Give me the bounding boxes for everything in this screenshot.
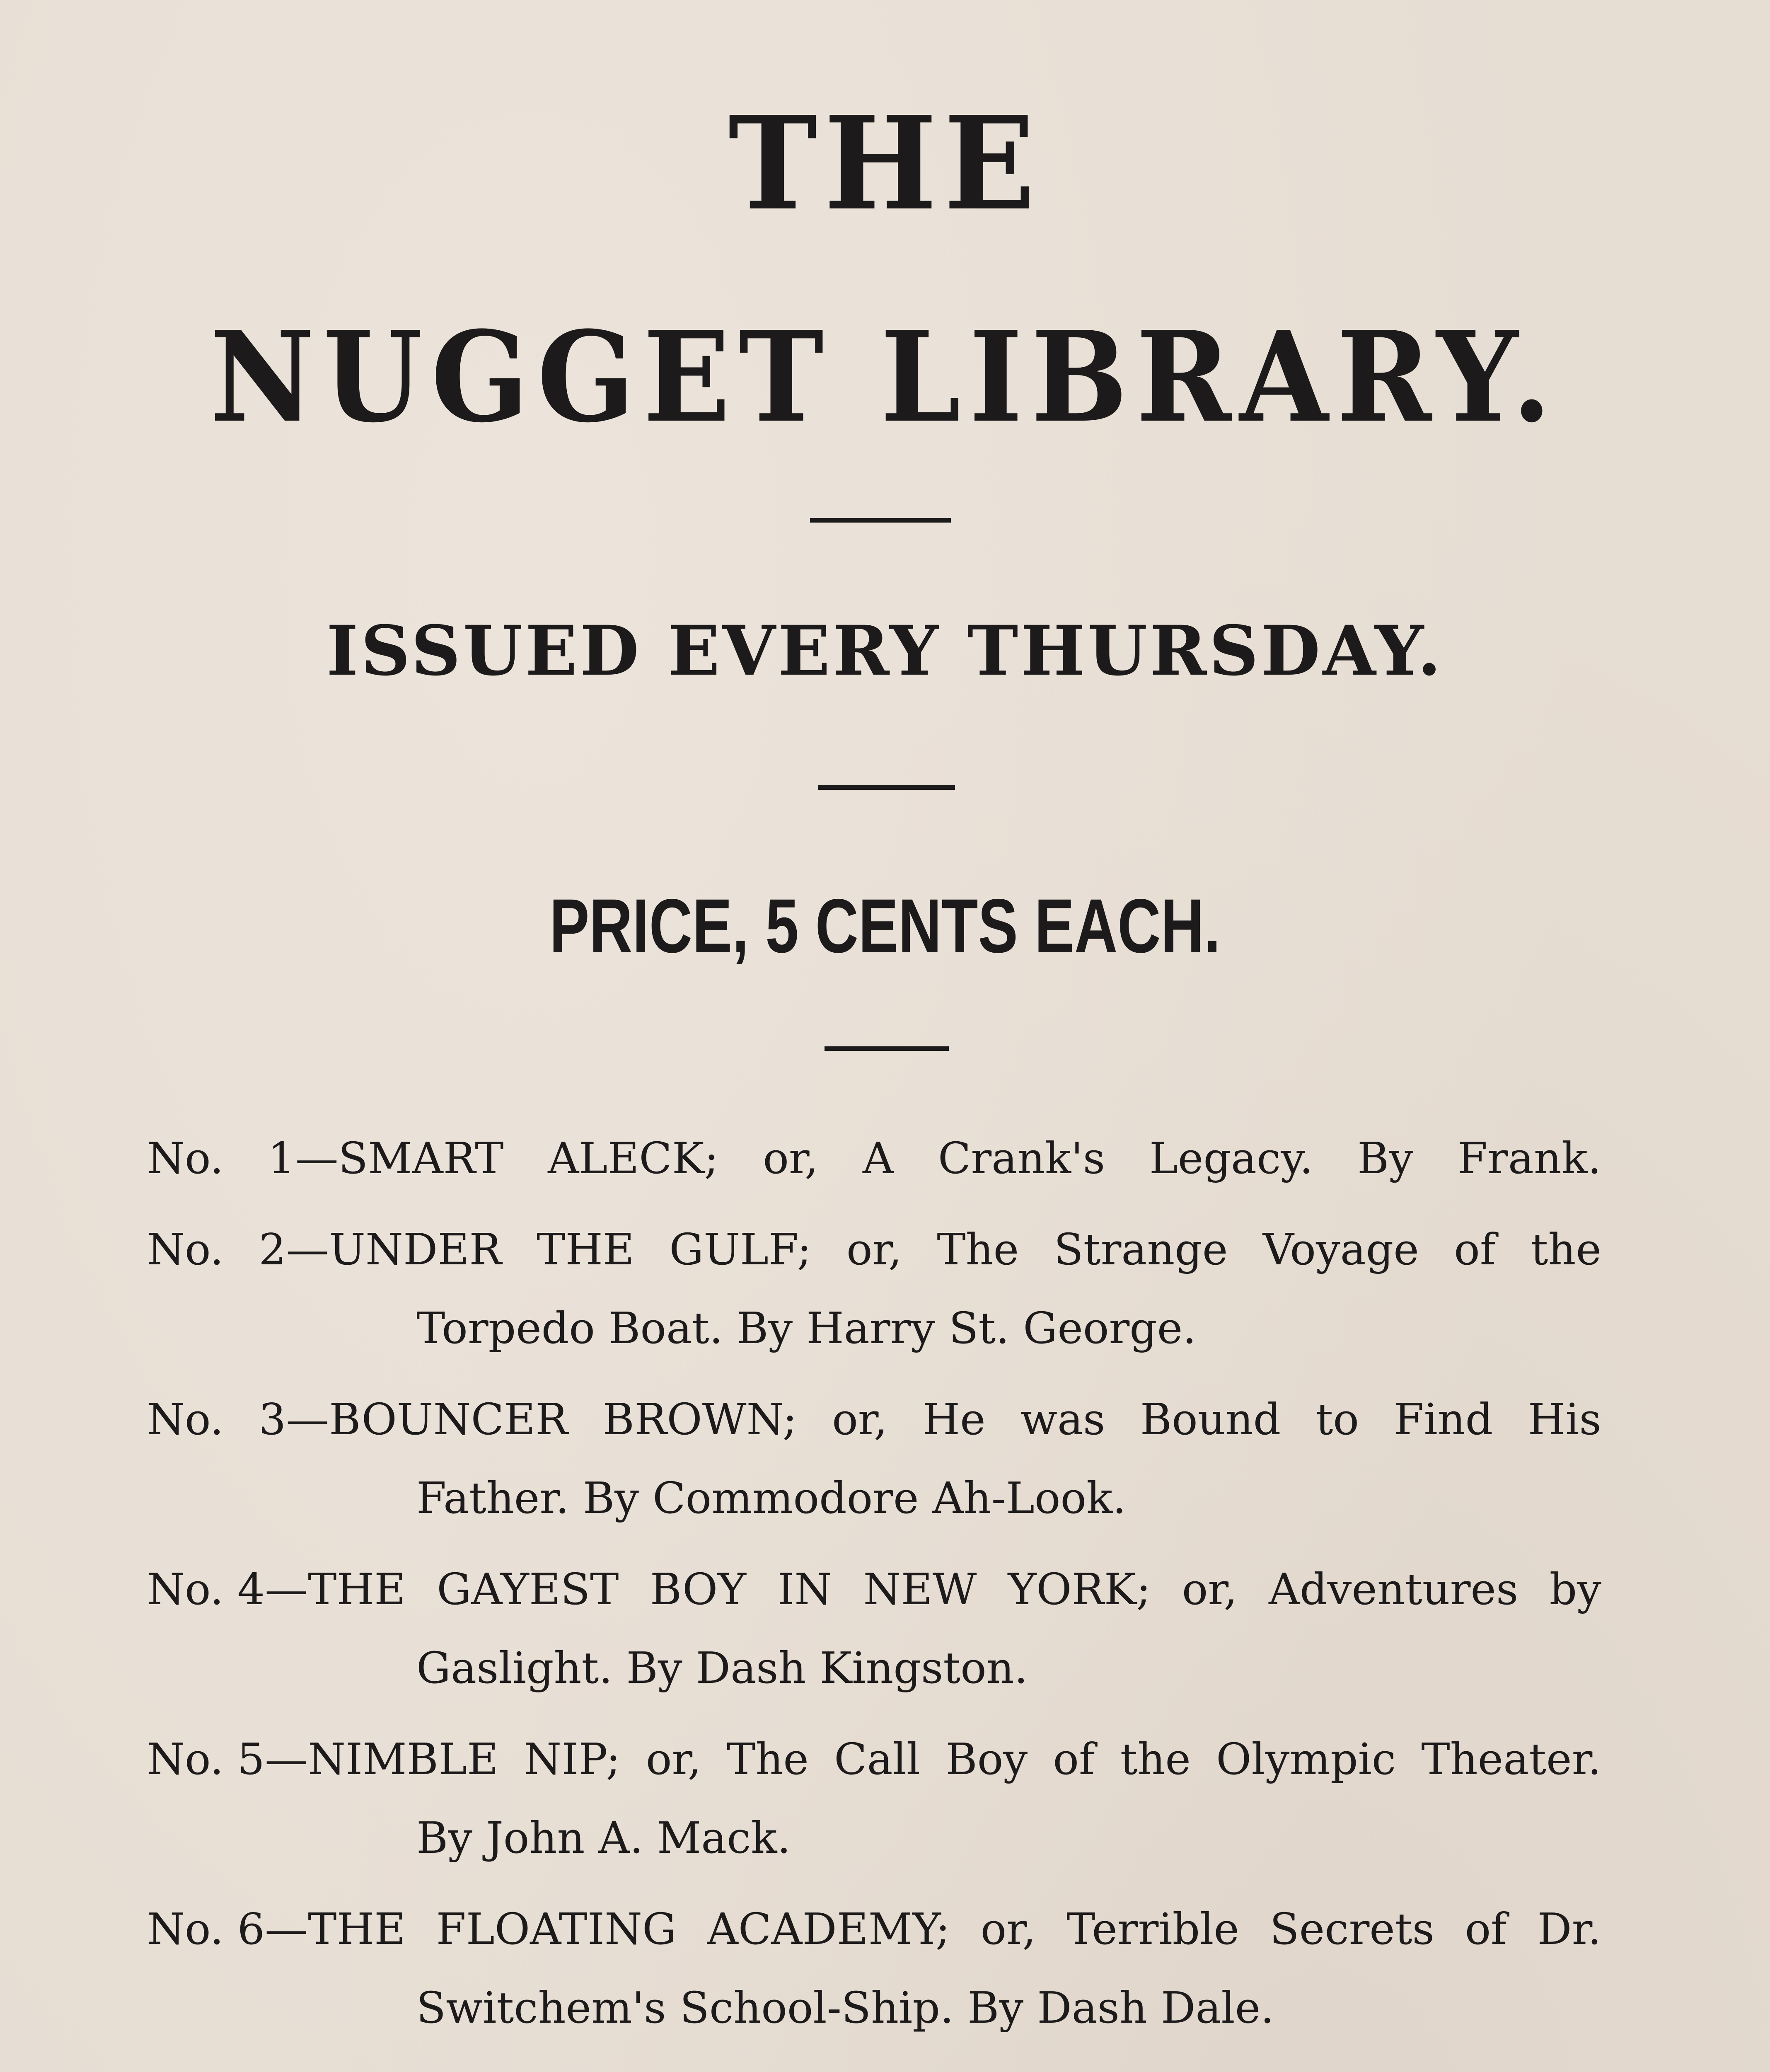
list-item-word: of: [1053, 1734, 1095, 1784]
list-item-word: His: [1528, 1394, 1601, 1445]
list-item-word: Boy: [945, 1734, 1028, 1784]
list-item-word: was: [1020, 1394, 1105, 1445]
list-item-word: No.: [147, 1133, 224, 1184]
list-item-word: GULF;: [669, 1224, 812, 1275]
list-item-title-line: [147, 1890, 1601, 1968]
list-item-word: [435, 2060, 665, 2072]
list-item-word: No. 5—NIMBLE: [147, 1734, 499, 1784]
list-item-word: Legacy.: [1149, 1133, 1313, 1184]
list-item-word: A: [863, 1133, 894, 1184]
list-item-word: ACADEMY;: [707, 1904, 950, 1954]
list-item-word: Frank.: [1457, 1133, 1601, 1184]
list-item-word: Voyage: [1262, 1224, 1419, 1275]
list-item-word: [1265, 2060, 1358, 2072]
list-item-word: or,: [763, 1133, 819, 1184]
list-item-title-line: [147, 1380, 1601, 1459]
list-item-word: or,: [1182, 1564, 1238, 1615]
list-item-word: BOY: [650, 1564, 746, 1615]
list-item-word: The: [937, 1224, 1019, 1275]
list-item-word: Strange: [1054, 1224, 1228, 1275]
list-item-author-line: Switchem's School-Ship. By Dash Dale.: [416, 1982, 1274, 2033]
list-item: [147, 2060, 1601, 2072]
list-item-word: of: [1465, 1904, 1507, 1954]
list-item-word: to: [1315, 1394, 1359, 1445]
list-item-title-line: [147, 2060, 1601, 2072]
list-item-word: Dr.: [1537, 1904, 1601, 1954]
list-item-word: or,: [980, 1904, 1036, 1954]
list-item-word: Terrible: [1066, 1904, 1239, 1954]
title-the: THE: [728, 88, 1042, 239]
list-item-word: 1—SMART: [268, 1133, 504, 1184]
list-item-word: Theater.: [1421, 1734, 1601, 1784]
list-item-word: Find: [1394, 1394, 1493, 1445]
list-item-author-line: By John A. Mack.: [416, 1813, 791, 1863]
list-item-word: Call: [834, 1734, 921, 1784]
list-item-word: or,: [646, 1734, 701, 1784]
list-item-word: No.: [147, 1394, 224, 1445]
list-item-word: [962, 2060, 1025, 2072]
list-item-word: THE: [536, 1224, 634, 1275]
list-item-word: He: [922, 1394, 986, 1445]
list-item-word: of: [1454, 1224, 1496, 1275]
list-item-word: [876, 2060, 932, 2072]
list-item-word: 2—UNDER: [259, 1224, 502, 1275]
list-item-title-line: [147, 1210, 1601, 1289]
issued-every-thursday: ISSUED EVERY THURSDAY.: [326, 610, 1444, 691]
list-item: [147, 1720, 1601, 1877]
list-item-title-line: [147, 1720, 1601, 1798]
list-item-word: No. 4—THE: [147, 1564, 406, 1615]
list-item-word: Bound: [1140, 1394, 1281, 1445]
list-item-title-line: [147, 1550, 1601, 1629]
list-item-author-line: Father. By Commodore Ah-Look.: [416, 1473, 1127, 1523]
list-item-word: YORK;: [1008, 1564, 1151, 1615]
list-item-word: GAYEST: [437, 1564, 619, 1615]
list-item-word: or,: [832, 1394, 888, 1445]
list-item-author-line: Gaslight. By Dash Kingston.: [416, 1643, 1028, 1693]
list-item-word: The: [726, 1734, 809, 1784]
title-list: [147, 1119, 1601, 2072]
list-item-word: Crank's: [938, 1133, 1105, 1184]
list-item-word: Adventures: [1268, 1564, 1519, 1615]
divider-rule-1: [810, 518, 951, 523]
list-item: [147, 1890, 1601, 2047]
list-item-word: the: [1531, 1224, 1601, 1275]
list-item-word: Secrets: [1269, 1904, 1435, 1954]
list-item-word: FLOATING: [436, 1904, 677, 1954]
divider-rule-3: [825, 1046, 949, 1051]
list-item-word: 3—BOUNCER: [259, 1394, 568, 1445]
list-item-word: [1054, 2060, 1235, 2072]
list-item-word: By: [1357, 1133, 1414, 1184]
title-nugget-library: NUGGET LIBRARY.: [210, 304, 1560, 450]
list-item-word: [1388, 2060, 1601, 2072]
list-item-word: or,: [846, 1224, 902, 1275]
list-item-word: the: [1120, 1734, 1191, 1784]
list-item-word: ALECK;: [548, 1133, 719, 1184]
list-item-word: [147, 2060, 406, 2072]
list-item: [147, 1380, 1601, 1537]
list-item: [147, 1550, 1601, 1707]
list-item-word: [694, 2060, 847, 2072]
price-line: PRICE, 5 CENTS EACH.: [549, 884, 1221, 969]
divider-rule-2: [818, 785, 955, 790]
list-item-author-line: Torpedo Boat. By Harry St. George.: [416, 1303, 1197, 1353]
list-item-word: by: [1549, 1564, 1601, 1615]
list-item-word: BROWN;: [602, 1394, 797, 1445]
list-item: [147, 1119, 1601, 1198]
list-item-word: Olympic: [1216, 1734, 1396, 1784]
list-item-word: IN: [777, 1564, 832, 1615]
list-item-word: No. 6—THE: [147, 1904, 406, 1954]
list-item-word: No.: [147, 1224, 224, 1275]
list-item-word: NIP;: [524, 1734, 621, 1784]
list-item-title-line: [147, 1119, 1601, 1198]
list-item-word: NEW: [863, 1564, 977, 1615]
list-item: [147, 1210, 1601, 1368]
